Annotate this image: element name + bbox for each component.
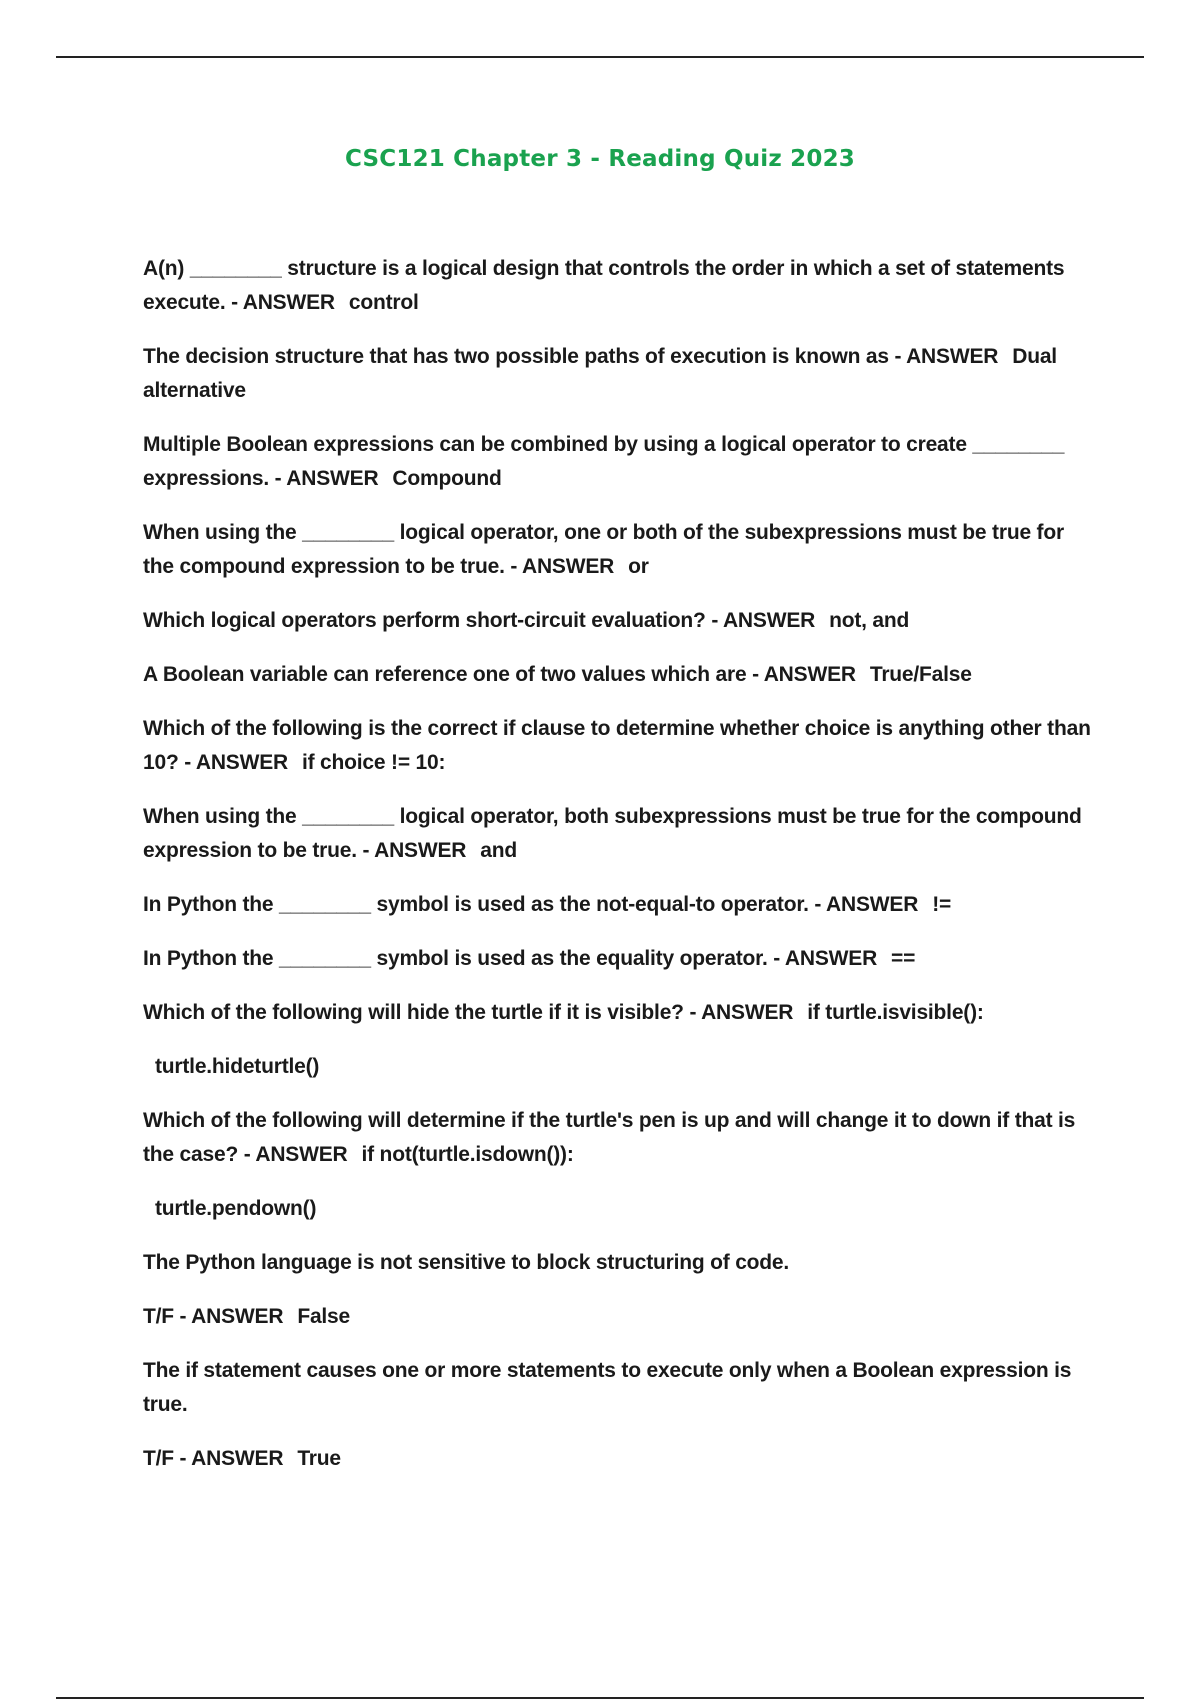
question-text: In Python the ________ symbol is used as the equality operator. - ANSWER <box>143 947 878 970</box>
quiz-content <box>143 252 1093 1496</box>
quiz-item <box>143 1300 1093 1334</box>
question-text: Multiple Boolean expressions can be combined by using a logical operator to create ________ expressions. - ANSWER <box>143 433 1065 490</box>
answer-text: == <box>891 947 916 970</box>
quiz-item <box>143 712 1093 780</box>
question-text: In Python the ________ symbol is used as the not-equal-to operator. - ANSWER <box>143 893 919 916</box>
quiz-item <box>143 428 1093 496</box>
question-text: When using the ________ logical operator, both subexpressions must be true for the compound expression to be true. - ANSWER <box>143 805 1082 862</box>
answer-text: control <box>348 291 419 314</box>
quiz-item <box>143 1442 1093 1476</box>
question-text: Which of the following will hide the turtle if it is visible? - ANSWER <box>143 1001 794 1024</box>
quiz-item <box>143 800 1093 868</box>
bottom-rule <box>56 1697 1144 1699</box>
quiz-item <box>143 340 1093 408</box>
question-text: The Python language is not sensitive to block structuring of code. <box>143 1251 790 1274</box>
question-text: A Boolean variable can reference one of two values which are - ANSWER <box>143 663 856 686</box>
quiz-item <box>143 1354 1093 1422</box>
question-text: Which of the following is the correct if clause to determine whether choice is anything other than 10? - ANSWER <box>143 717 1091 774</box>
answer-text: False <box>297 1305 351 1328</box>
answer-text: True <box>297 1447 341 1470</box>
code-line <box>143 1050 1093 1084</box>
quiz-item <box>143 1246 1093 1280</box>
answer-text: Dual alternative <box>143 345 1057 402</box>
quiz-item <box>143 252 1093 320</box>
quiz-item <box>143 516 1093 584</box>
quiz-item <box>143 658 1093 692</box>
answer-text: Compound <box>392 467 502 490</box>
question-text: Which logical operators perform short-circuit evaluation? - ANSWER <box>143 609 816 632</box>
quiz-item <box>143 942 1093 976</box>
quiz-item <box>143 888 1093 922</box>
question-text: T/F - ANSWER <box>143 1305 284 1328</box>
answer-text: if turtle.isvisible(): <box>807 1001 984 1024</box>
answer-text: if choice != 10: <box>302 751 446 774</box>
answer-text: not, and <box>829 609 910 632</box>
question-text: The decision structure that has two possible paths of execution is known as - ANSWER <box>143 345 999 368</box>
answer-text: and <box>480 839 517 862</box>
answer-text: or <box>628 555 649 578</box>
question-text: A(n) ________ structure is a logical design that controls the order in which a set of statements execute. - ANSWER <box>143 257 1065 314</box>
question-text: The if statement causes one or more statements to execute only when a Boolean expression is true. <box>143 1359 1072 1416</box>
code-line <box>143 1192 1093 1226</box>
answer-text: True/False <box>869 663 972 686</box>
question-text: When using the ________ logical operator, one or both of the subexpressions must be true for the compound expression to be true. - ANSWER <box>143 521 1064 578</box>
question-text: Which of the following will determine if the turtle's pen is up and will change it to down if that is the case? - ANSWER <box>143 1109 1076 1166</box>
quiz-item <box>143 1104 1093 1172</box>
question-text: T/F - ANSWER <box>143 1447 284 1470</box>
code-text: turtle.pendown() <box>155 1197 317 1220</box>
document-title: CSC121 Chapter 3 - Reading Quiz 2023 <box>345 146 855 172</box>
answer-text: if not(turtle.isdown()): <box>361 1143 574 1166</box>
code-text: turtle.hideturtle() <box>155 1055 320 1078</box>
answer-text: != <box>932 893 952 916</box>
quiz-item <box>143 996 1093 1030</box>
top-rule <box>56 56 1144 58</box>
quiz-item <box>143 604 1093 638</box>
